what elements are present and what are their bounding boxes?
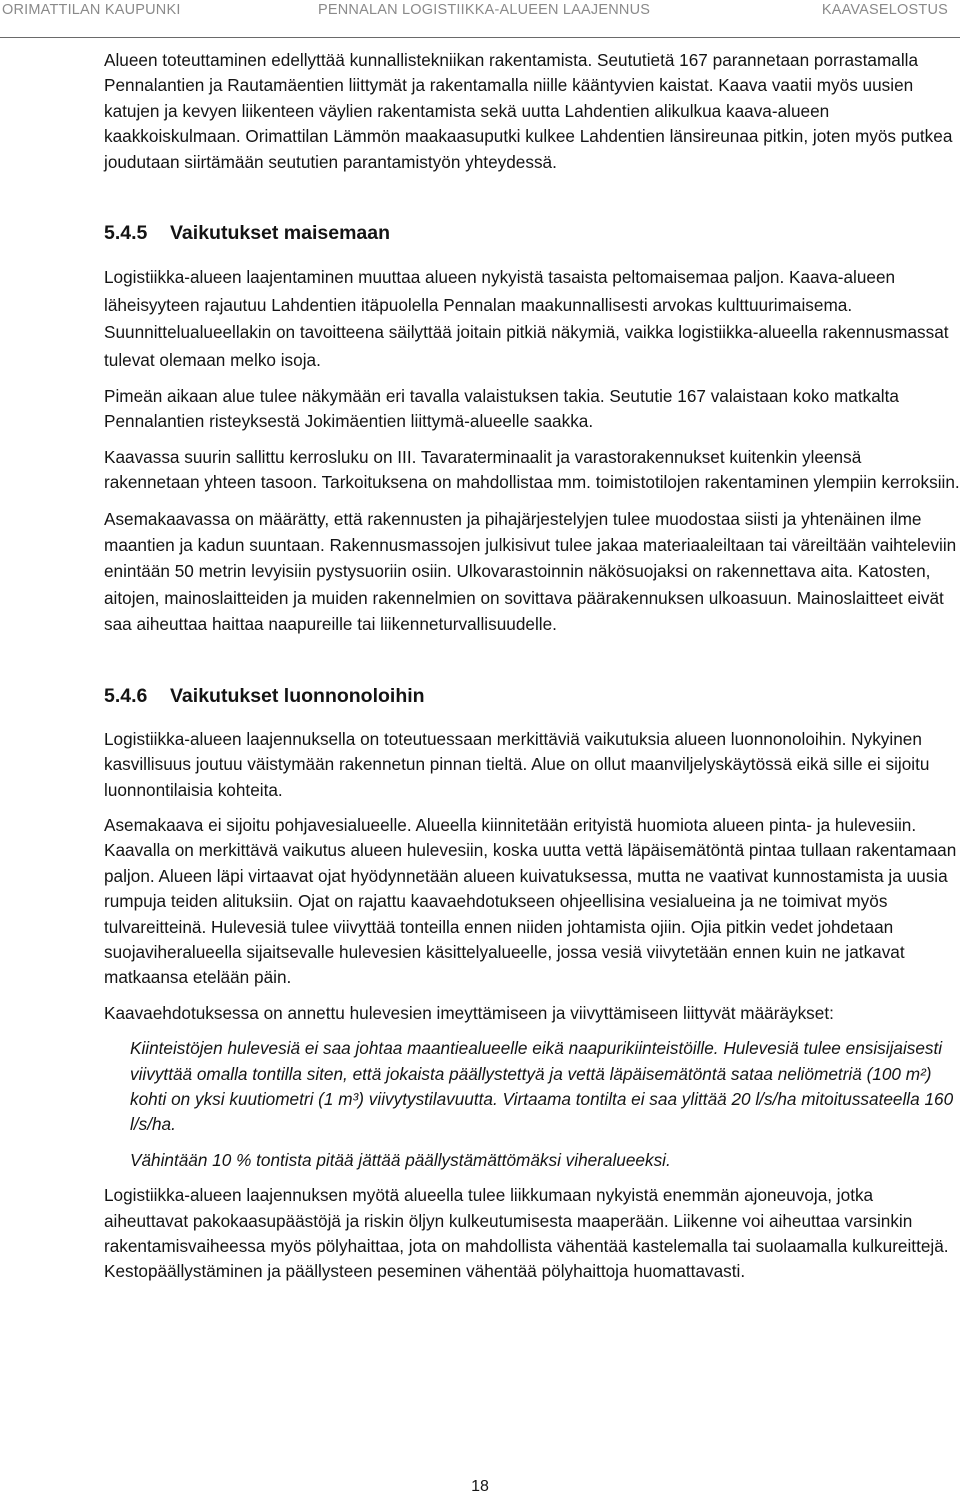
paragraph: Kaavaehdotuksessa on annettu hulevesien imeyttämiseen ja viivyttämiseen liittyvät määräykset:	[104, 1002, 834, 1023]
section-heading-5-4-5	[104, 220, 960, 246]
paragraph: Asemakaava ei sijoitu pohjavesialueelle. Alueella kiinnitetään erityistä huomiota alueen pinta- ja hulevesiin. Kaavalla on merkittävä vaikutus alueen hulevesiin, koska uutta vettä läpäisemätöntä pintaa tullaan rakentamaan paljon. Alueen läpi virtaavat ojat hyödynnetään alueen kuivatuksessa, mutta ne vaativat kunnostamista ja uusia rumpuja teiden alituksiin. Ojat on rajattu kaavaehdotukseen ohjeellisina vesialueina ja ne toimivat myös tulvareitteinä. Hulevesiä tulee viivyttää tonteilla ennen niiden johtamista ojiin. Ojia pitkin vedet johdetaan suojaviheralueella sijaitsevalle hulevesien käsittelyalueelle, jossa vesiä viivytetään ennen kuin ne jatkavat matkaansa etelään päin.	[104, 814, 957, 988]
paragraph: Pimeän aikaan alue tulee näkymään eri tavalla valaistuksen takia. Seututie 167 valaistaan koko matkalta Pennalantien risteyksestä Jokimäentien liittymä-alueelle saakka.	[104, 386, 899, 432]
section-title: Vaikutukset luonnonoloihin	[170, 684, 425, 707]
section-title: Vaikutukset maisemaan	[170, 222, 391, 245]
section-heading-5-4-6	[104, 683, 960, 709]
paragraph: Logistiikka-alueen laajentaminen muuttaa alueen nykyistä tasaista peltomaisemaa paljon. Kaava-alueen läheisyyteen rajautuu Lahdentien itäpuolella Pennalan maakunnallisesti arvokas kulttuurimaisema. Suunnittelualueellakin on tavoitteena säilyttää joitain pitkiä näkymiä, vaikka logistiikka-alueella rakennusmassat tulevat olemaan melko isoja.	[104, 267, 949, 370]
intro-paragraph: Alueen toteuttaminen edellyttää kunnallistekniikan rakentamista. Seututietä 167 parannetaan porrastamalla Pennalantien ja Rautamäentien liittymät ja rakentamalla niille kääntyvien kaistat. Kaava vaatii myös uusien katujen ja kevyen liikenteen väylien rakentamista sekä uutta Lahdentien alikulkua kaava-alueen kaakkoiskulmaan. Orimattilan Lämmön maakaasuputki kulkee Lahdentien länsireunaa pitkin, joten myös putkea joudutaan siirtämään seututien parantamistyön yhteydessä.	[104, 50, 953, 172]
paragraph: Logistiikka-alueen laajennuksella on toteutuessaan merkittäviä vaikutuksia alueen luonnonoloihin. Nykyinen kasvillisuus joutuu väistymään rakennetun pinnan tieltä. Alue on ollut maanviljelyskäytössä eikä sille ei sijoitu luonnontilaisia kohteita.	[104, 728, 930, 800]
page-header	[0, 0, 960, 40]
regulation-quote: Kiinteistöjen hulevesiä ei saa johtaa maantiealueelle eikä naapurikiinteistöille. Hulevesiä tulee ensisijaisesti viivyttää omalla tontilla siten, että jokaista päällystettyä ja vettä läpäisemätöntä sataa neliömetriä (100 m²) kohti on yksi kuutiometri (1 m³) viivytystilavuutta. Virtaama tontilta ei saa ylittää 20 l/s/ha mitoitussateella 160 l/s/ha.	[130, 1038, 954, 1135]
document-body	[104, 48, 960, 1285]
section-5-4-6-body	[104, 727, 960, 1285]
header-document-type: KAAVASELOSTUS	[821, 2, 948, 18]
header-municipality: ORIMATTILAN KAUPUNKI	[2, 2, 181, 18]
section-5-4-5-body	[104, 264, 960, 638]
header-divider	[0, 37, 960, 38]
section-number: 5.4.5	[104, 222, 148, 245]
page-number: 18	[471, 1478, 489, 1495]
paragraph: Logistiikka-alueen laajennuksen myötä alueella tulee liikkumaan nykyistä enemmän ajoneuvoja, jotka aiheuttavat pakokaasupäästöjä ja riskin öljyn kulkeutumisesta maaperään. Liikenne voi aiheuttaa varsinkin rakentamisvaiheessa myös pölyhaittaa, jota on mahdollista vähentää kastelemalla tai suolaamalla kulkureittejä. Kestopäällystäminen ja päällysteen peseminen vähentää pölyhaittoja huomattavasti.	[104, 1185, 949, 1282]
paragraph: Asemakaavassa on määrätty, että rakennusten ja pihajärjestelyjen tulee muodostaa siisti ja yhtenäinen ilme maantien ja kadun suuntaan. Rakennusmassojen julkisivut tulee jakaa materiaaleiltaan tai väreiltään vaihteleviin enintään 50 metrin levyisiin pystysuoriin osiin. Ulkovarastoinnin näkösuojaksi on rakennettava aita. Katosten, aitojen, mainoslaitteiden ja muiden rakennelmien on sovittava päärakennuksen ulkoasuun. Mainoslaitteet eivät saa aiheuttaa haittaa naapureille tai liikenneturvallisuudelle.	[104, 508, 957, 635]
section-number: 5.4.6	[104, 684, 148, 707]
paragraph: Kaavassa suurin sallittu kerrosluku on III. Tavaraterminaalit ja varastorakennukset kuitenkin yleensä rakennetaan yhteen tasoon. Tarkoituksena on mahdollistaa mm. toimistotilojen rakentaminen ylempiin kerroksiin.	[104, 446, 960, 493]
header-project-title: PENNALAN LOGISTIIKKA-ALUEEN LAAJENNUS	[318, 2, 651, 18]
regulation-quote: Vähintään 10 % tontista pitää jättää päällystämättömäksi viheralueeksi.	[130, 1149, 671, 1170]
